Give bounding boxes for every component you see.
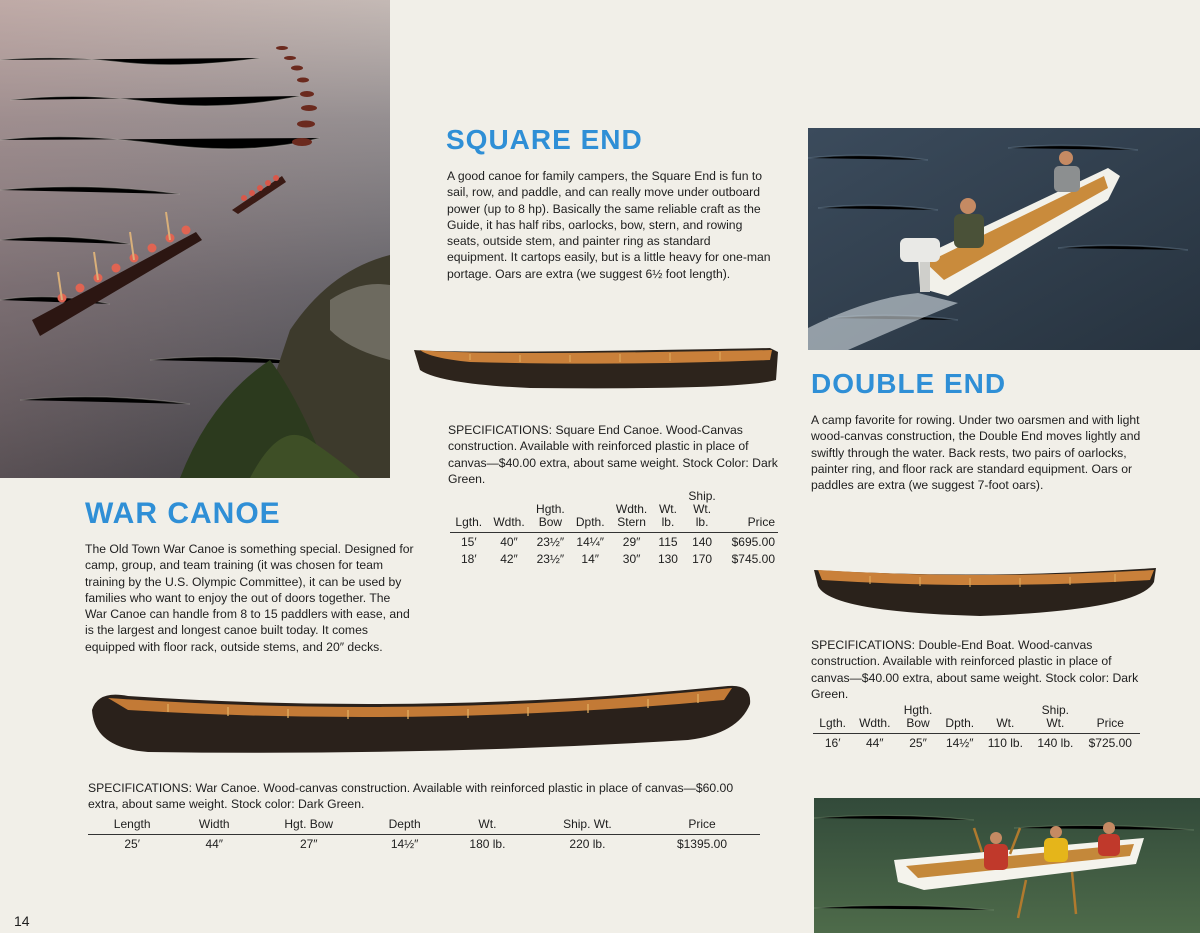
page-number: 14 [14,913,30,929]
table-cell: 115 [658,535,678,549]
square-end-specifications: SPECIFICATIONS: Square End Canoe. Wood-Canvas construction. Available with reinforced plastic in place of canvas—$40.00 extra, about same weight. Stock Color: Dark Green. [448,423,778,486]
col-weight: Wt. [444,818,531,835]
war-canoe-spec-table [88,818,760,852]
col-price: Price [1081,704,1140,734]
table-cell: 170 [692,552,713,566]
col-height-bow: Hgt. Bow [252,818,365,835]
col-weight: Wt. [981,704,1030,734]
table-row [450,533,778,551]
double-end-description: A camp favorite for rowing. Under two oarsmen and with light wood-canvas construction, the Double End moves lightly and swiftly through the water. Back rests, two pairs of oarlocks, painter ring, and floor rack are standard equipment. Oars or paddles are extra (we suggest 7-foot oars). [811,413,1141,493]
war-canoe-heading: WAR CANOE [85,497,281,530]
double-end-heading: DOUBLE END [811,368,1007,399]
square-end-canoe-illustration [410,340,782,396]
table-cell: 27″ [299,837,318,851]
war-canoe-illustration [88,680,754,756]
table-cell: 42″ [500,552,518,566]
col-height-bow: Hgth. Bow [530,490,570,533]
table-cell: 14½″ [945,736,974,750]
table-cell: 25′ [124,837,140,851]
col-width: Width [176,818,252,835]
war-canoe-specifications: SPECIFICATIONS: War Canoe. Wood-canvas construction. Available with reinforced plastic in place of canvas—$60.00 extra, about same weight. Stock color: Dark Green. [88,781,734,812]
table-cell: $695.00 [731,535,775,549]
col-length: Lgth. [450,490,488,533]
table-cell: 23½″ [536,552,565,566]
table-cell: 15′ [460,535,477,549]
col-depth: Depth [365,818,444,835]
table-cell: 130 [657,552,678,566]
table-cell: 18′ [460,552,477,566]
table-cell: 44″ [865,736,884,750]
col-height-bow: Hgth. Bow [897,704,939,734]
table-cell: 30″ [622,552,641,566]
table-cell: 40″ [500,535,518,549]
col-price: Price [721,490,778,533]
col-ship-weight: Ship. Wt. [531,818,644,835]
table-cell: $1395.00 [676,837,728,851]
col-ship-weight: Ship. Wt. [1030,704,1081,734]
table-cell: 44″ [205,837,224,851]
table-cell: 110 lb. [987,736,1023,750]
col-weight: Wt. lb. [653,490,683,533]
col-depth: Dpth. [570,490,610,533]
col-price: Price [644,818,760,835]
table-cell: 23½″ [536,535,565,549]
square-end-spec-table [450,490,778,567]
table-cell: 25″ [909,736,927,750]
square-end-description: A good canoe for family campers, the Square End is fun to sail, row, and paddle, and can really move under outboard power (up to 8 hp). Basically the same reliable craft as the Guide, it has half ribs, oarlocks, bow, stern, and rowing seats, outside stem, and painter ring as standard equipment. It cartops easily, but is a little heavy for one-man portage. Oars are extra (we suggest 6½ foot length). [447,169,771,281]
double-end-rowing-photo [814,798,1200,933]
spec-table-header-row [88,818,760,835]
square-end-outboard-photo [808,128,1200,350]
spec-table-header-row [813,704,1140,734]
col-depth: Dpth. [939,704,981,734]
col-length: Length [88,818,176,835]
table-cell: 140 [692,535,713,549]
col-width: Wdth. [852,704,897,734]
col-length: Lgth. [813,704,852,734]
table-cell: $745.00 [731,552,775,566]
col-width: Wdth. [488,490,531,533]
table-row [450,550,778,567]
table-row [813,734,1140,752]
table-cell: 220 lb. [569,837,606,851]
table-cell: $725.00 [1088,736,1132,750]
table-cell: 14″ [581,552,600,566]
double-end-boat-illustration [810,562,1160,620]
col-ship-weight: Ship. Wt. lb. [683,490,721,533]
war-canoe-description: The Old Town War Canoe is something special. Designed for camp, group, and team training (it was chosen for team training by the U.S. Olympic Committee), it can be used by families who want to enjoy the out of doors together. The War Canoe can handle from 8 to 15 paddlers with ease, and is the largest and longest canoe built today. It comes equipped with floor rack, outside stems, and 20″ decks. [85,542,414,654]
war-canoes-lake-photo [0,0,390,478]
table-cell: 16′ [824,736,841,750]
table-row [88,835,760,853]
table-cell: 29″ [622,535,641,549]
double-end-specifications: SPECIFICATIONS: Double-End Boat. Wood-canvas construction. Available with reinforced plastic in place of canvas—$40.00 extra, about same weight. Stock color: Dark Green. [811,638,1139,701]
table-cell: 180 lb. [469,837,506,851]
col-width-stern: Wdth. Stern [610,490,653,533]
spec-table-header-row [450,490,778,533]
table-cell: 140 lb. [1037,736,1074,750]
square-end-heading: SQUARE END [446,124,643,155]
table-cell: 14¼″ [576,535,605,549]
table-cell: 14½″ [390,837,419,851]
double-end-spec-table [813,704,1140,751]
